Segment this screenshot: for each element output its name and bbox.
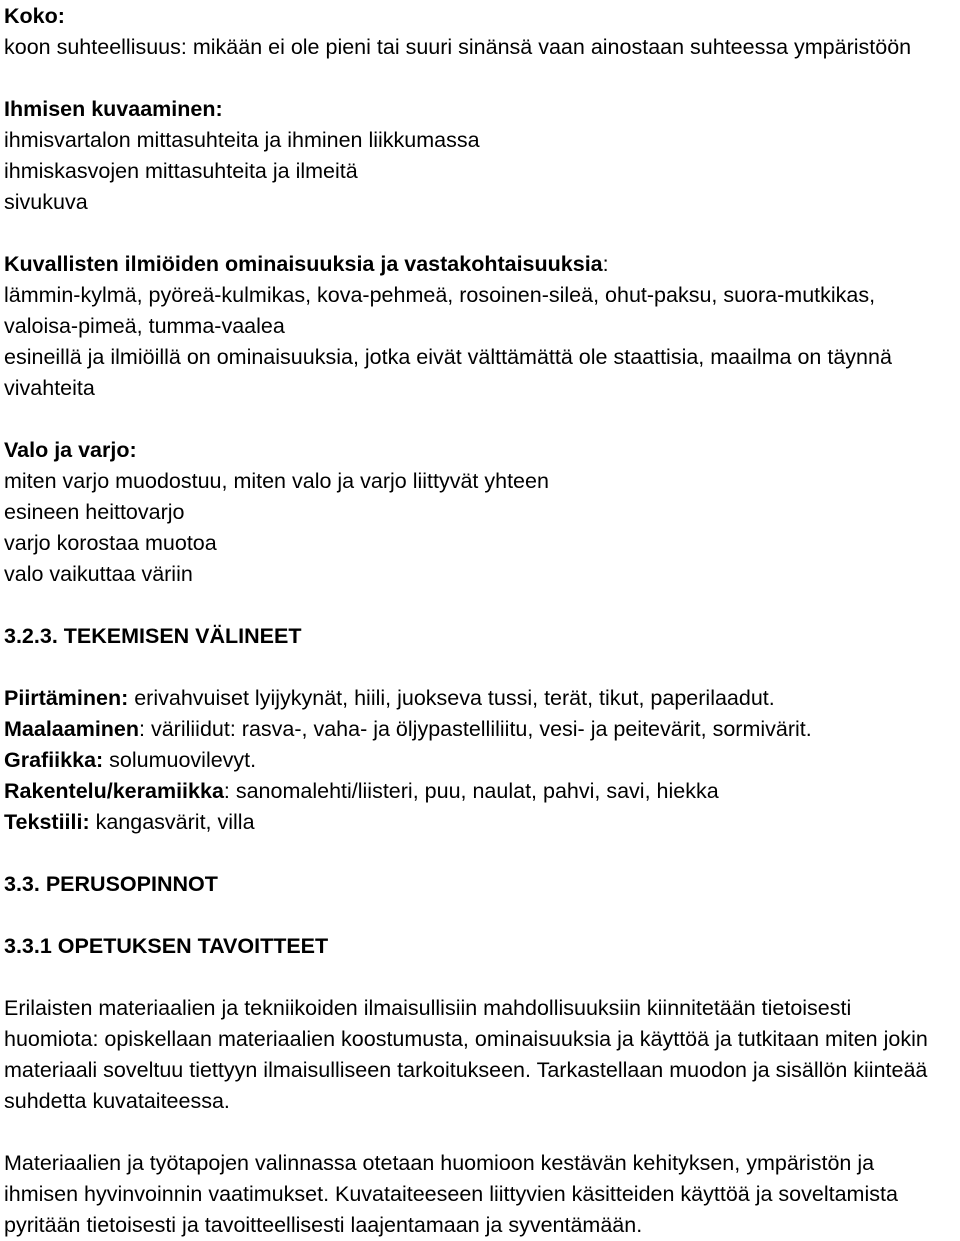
valineet-item-text: kangasvärit, villa: [89, 810, 255, 834]
kuvallisten-heading: Kuvallisten ilmiöiden ominaisuuksia ja vastakohtaisuuksia: [4, 252, 603, 276]
valo-line: valo vaikuttaa väriin: [4, 562, 193, 586]
valineet-item-label: Tekstiili:: [4, 810, 90, 834]
kuvallisten-line: valoisa-pimeä, tumma-vaalea: [4, 314, 285, 338]
valineet-item-text: erivahvuiset lyijykynät, hiili, juokseva tussi, terät, tikut, paperilaadut.: [128, 686, 775, 710]
tavoitteet-p2-line: Materiaalien ja työtapojen valinnassa otetaan huomioon kestävän kehityksen, ympäristön ja: [4, 1151, 875, 1175]
kuvallisten-line: esineillä ja ilmiöillä on ominaisuuksia, jotka eivät välttämättä ole staattisia, maailma on täynnä: [4, 345, 892, 369]
valineet-item-label: Piirtäminen:: [4, 686, 129, 710]
valineet-item-label: Grafiikka:: [4, 748, 104, 772]
valineet-item: [4, 714, 956, 745]
kuvallisten-heading-suffix: :: [602, 252, 609, 276]
valineet-item-text: solumuovilevyt.: [103, 748, 257, 772]
valineet-item-label: Maalaaminen: [4, 717, 140, 741]
ihmisen-heading: Ihmisen kuvaaminen:: [4, 97, 223, 121]
ihmisen-line: ihmiskasvojen mittasuhteita ja ilmeitä: [4, 159, 358, 183]
valineet-item: [4, 807, 956, 838]
tavoitteet-p2-line: ihmisen hyvinvoinnin vaatimukset. Kuvataiteeseen liittyvien käsitteiden käyttöä ja soveltamista: [4, 1182, 898, 1206]
kuvallisten-heading-row: [4, 249, 956, 280]
valo-line: varjo korostaa muotoa: [4, 531, 217, 555]
valineet-item-text: : sanomalehti/liisteri, puu, naulat, pahvi, savi, hiekka: [223, 779, 719, 803]
valineet-item-label: Rakentelu/keramiikka: [4, 779, 224, 803]
valineet-heading: 3.2.3. TEKEMISEN VÄLINEET: [4, 624, 302, 648]
koko-heading: Koko:: [4, 4, 65, 28]
tavoitteet-p1-line: materiaali soveltuu tiettyyn ilmaisulliseen tarkoitukseen. Tarkastellaan muodon ja sisällön kiinteää: [4, 1058, 928, 1082]
valo-heading: Valo ja varjo:: [4, 438, 137, 462]
tavoitteet-p1-line: Erilaisten materiaalien ja tekniikoiden ilmaisullisiin mahdollisuuksiin kiinnitetään tietoisesti: [4, 996, 852, 1020]
kuvallisten-line: lämmin-kylmä, pyöreä-kulmikas, kova-pehmeä, rosoinen-sileä, ohut-paksu, suora-mutkikas,: [4, 283, 876, 307]
ihmisen-line: sivukuva: [4, 190, 88, 214]
koko-line: koon suhteellisuus: mikään ei ole pieni tai suuri sinänsä vaan ainostaan suhteessa ympäristöön: [4, 35, 912, 59]
tavoitteet-p1-line: huomiota: opiskellaan materiaalien koostumusta, ominaisuuksia ja käyttöä ja tutkitaan miten jokin: [4, 1027, 928, 1051]
valineet-item: [4, 683, 956, 714]
kuvallisten-line: vivahteita: [4, 376, 95, 400]
valineet-item-text: : väriliidut: rasva-, vaha- ja öljypastelliliitu, vesi- ja peitevärit, sormivärit.: [139, 717, 812, 741]
valo-line: esineen heittovarjo: [4, 500, 185, 524]
tavoitteet-p1-line: suhdetta kuvataiteessa.: [4, 1089, 230, 1113]
valineet-item: [4, 776, 956, 807]
document-page: [4, 0, 956, 1241]
ihmisen-line: ihmisvartalon mittasuhteita ja ihminen liikkumassa: [4, 128, 480, 152]
valineet-item: [4, 745, 956, 776]
tavoitteet-heading: 3.3.1 OPETUKSEN TAVOITTEET: [4, 934, 329, 958]
tavoitteet-p2-line: pyritään tietoisesti ja tavoitteellisesti laajentamaan ja syventämään.: [4, 1213, 643, 1237]
perusopinnot-heading: 3.3. PERUSOPINNOT: [4, 872, 218, 896]
valo-line: miten varjo muodostuu, miten valo ja varjo liittyvät yhteen: [4, 469, 549, 493]
